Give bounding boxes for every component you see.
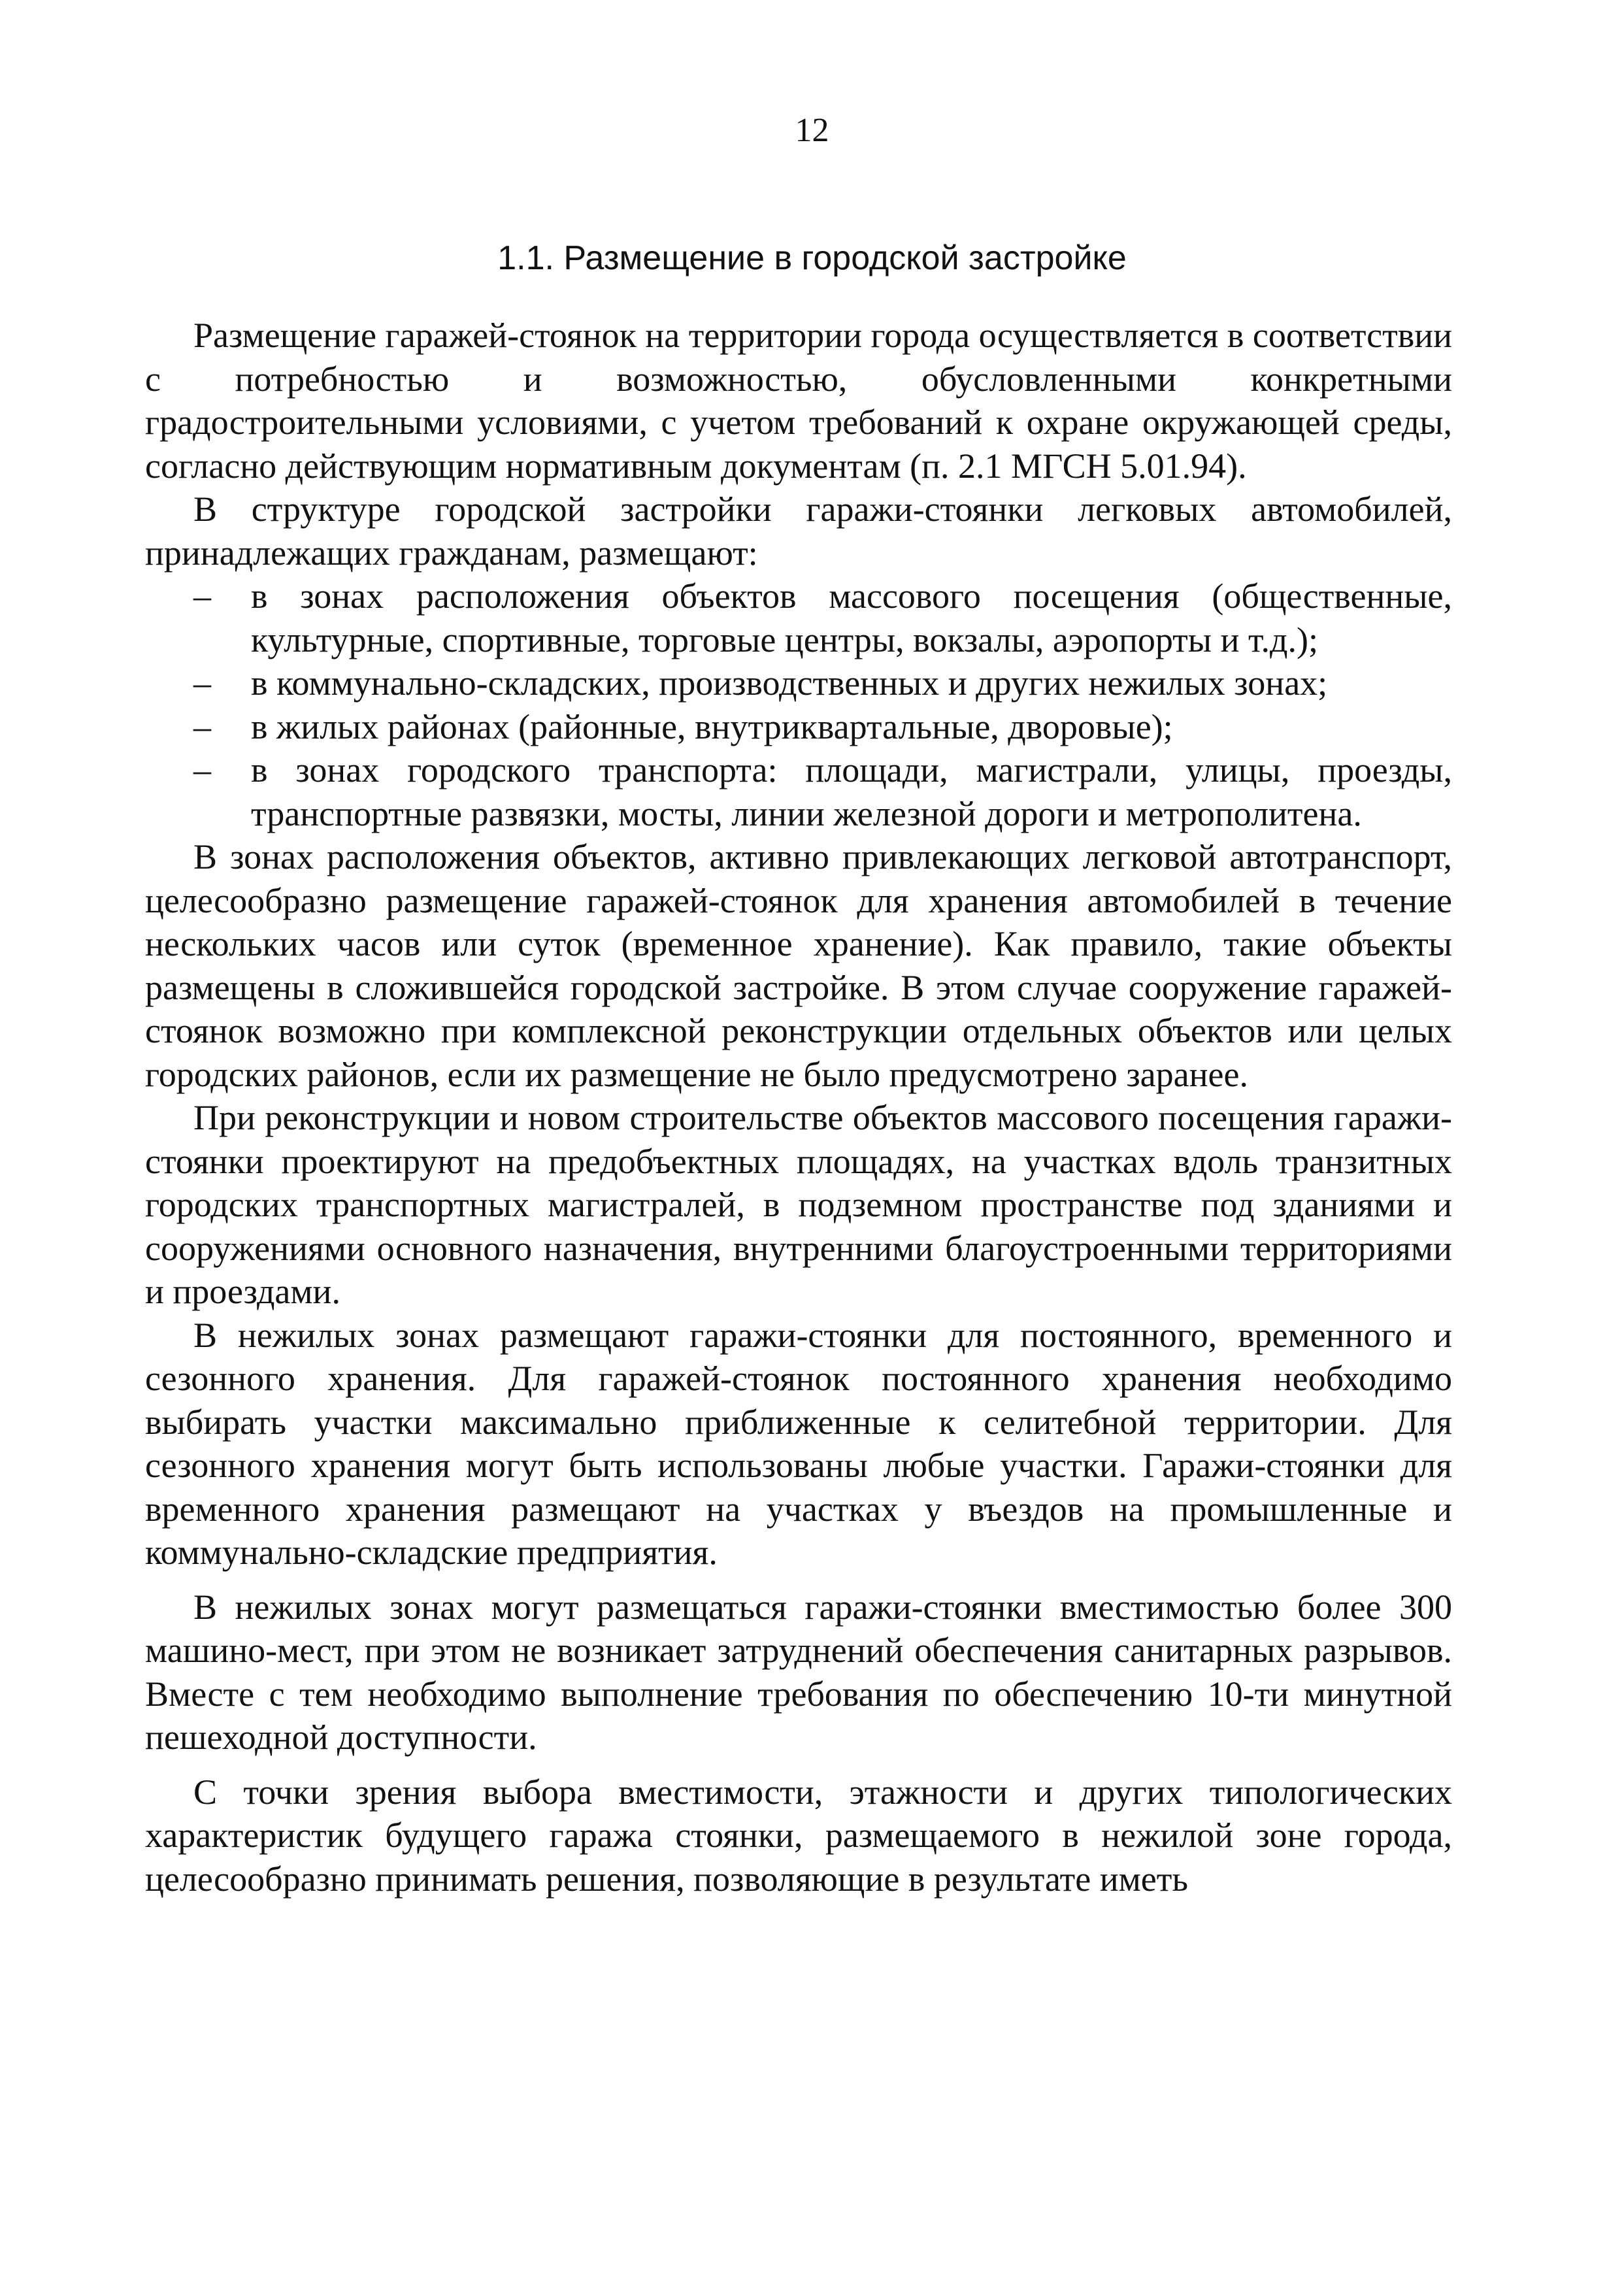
- list-item: [145, 748, 1452, 835]
- placement-zones-list: [145, 574, 1452, 835]
- body-text: [145, 314, 1452, 1901]
- list-item-text: в жилых районах (районные, внутриквартальные, дворовые);: [251, 706, 1173, 746]
- list-dash: –: [193, 750, 211, 790]
- list-item: [145, 661, 1452, 705]
- paragraph-placement: Размещение гаражей-стоянок на территории города осуществляется в соответствии с потребностью и возможностью, обусловленными конкретными градостроительными условиями, с учетом требований к охране окружающей среды, согласно действующим нормативным документам (п. 2.1 МГСН 5.01.94).: [145, 316, 1452, 486]
- list-dash: –: [193, 663, 211, 703]
- list-item-text: в коммунально-складских, производственных и других нежилых зонах;: [251, 663, 1328, 703]
- list-dash: –: [193, 706, 211, 746]
- list-item: [145, 705, 1452, 749]
- paragraph-capacity: В нежилых зонах могут размещаться гаражи-стоянки вместимостью более 300 машино-мест, при этом не возникает затруднений обеспечения санитарных разрывов. Вместе с тем необходимо выполнение требования по обеспечению 10-ти минутной пешеходной доступности.: [145, 1587, 1452, 1757]
- paragraph-structure-intro: В структуре городской застройки гаражи-стоянки легковых автомобилей, принадлежащих гражданам, размещают:: [145, 490, 1452, 573]
- list-dash: –: [193, 576, 211, 616]
- paragraph-typology: С точки зрения выбора вместимости, этажности и других типологических характеристик будущего гаража стоянки, размещаемого в нежилой зоне города, целесообразно принимать решения, позволяющие в результате иметь: [145, 1772, 1452, 1899]
- paragraph-nonresidential-zones: В нежилых зонах размещают гаражи-стоянки для постоянного, временного и сезонного хранения. Для гаражей-стоянок постоянного хранения необходимо выбирать участки максимально приближенные к селитебной территории. Для сезонного хранения могут быть использованы любые участки. Гаражи-стоянки для временного хранения размещают на участках у въездов на промышленные и коммунально-складские предприятия.: [145, 1315, 1452, 1572]
- list-item: [145, 574, 1452, 661]
- list-item-text: в зонах расположения объектов массового посещения (общественные, культурные, спортивные, торговые центры, вокзалы, аэропорты и т.д.);: [251, 576, 1452, 659]
- page-number: 12: [795, 112, 829, 149]
- section-title: 1.1. Размещение в городской застройке: [497, 239, 1127, 277]
- paragraph-temporary-storage: В зонах расположения объектов, активно привлекающих легковой автотранспорт, целесообразно размещение гаражей-стоянок для хранения автомобилей в течение нескольких часов или суток (временное хранение). Как правило, такие объекты размещены в сложившейся городской застройке. В этом случае сооружение гаражей-стоянок возможно при комплексной реконструкции отдельных объектов или целых городских районов, если их размещение не было предусмотрено заранее.: [145, 837, 1452, 1094]
- list-item-text: в зонах городского транспорта: площади, магистрали, улицы, проезды, транспортные развязки, мосты, линии железной дороги и метрополитена.: [251, 750, 1452, 833]
- paragraph-reconstruction: При реконструкции и новом строительстве объектов массового посещения гаражи-стоянки проектируют на предобъектных площадях, на участках вдоль транзитных городских транспортных магистралей, в подземном пространстве под зданиями и сооружениями основного назначения, внутренними благоустроенными территориями и проездами.: [145, 1098, 1452, 1311]
